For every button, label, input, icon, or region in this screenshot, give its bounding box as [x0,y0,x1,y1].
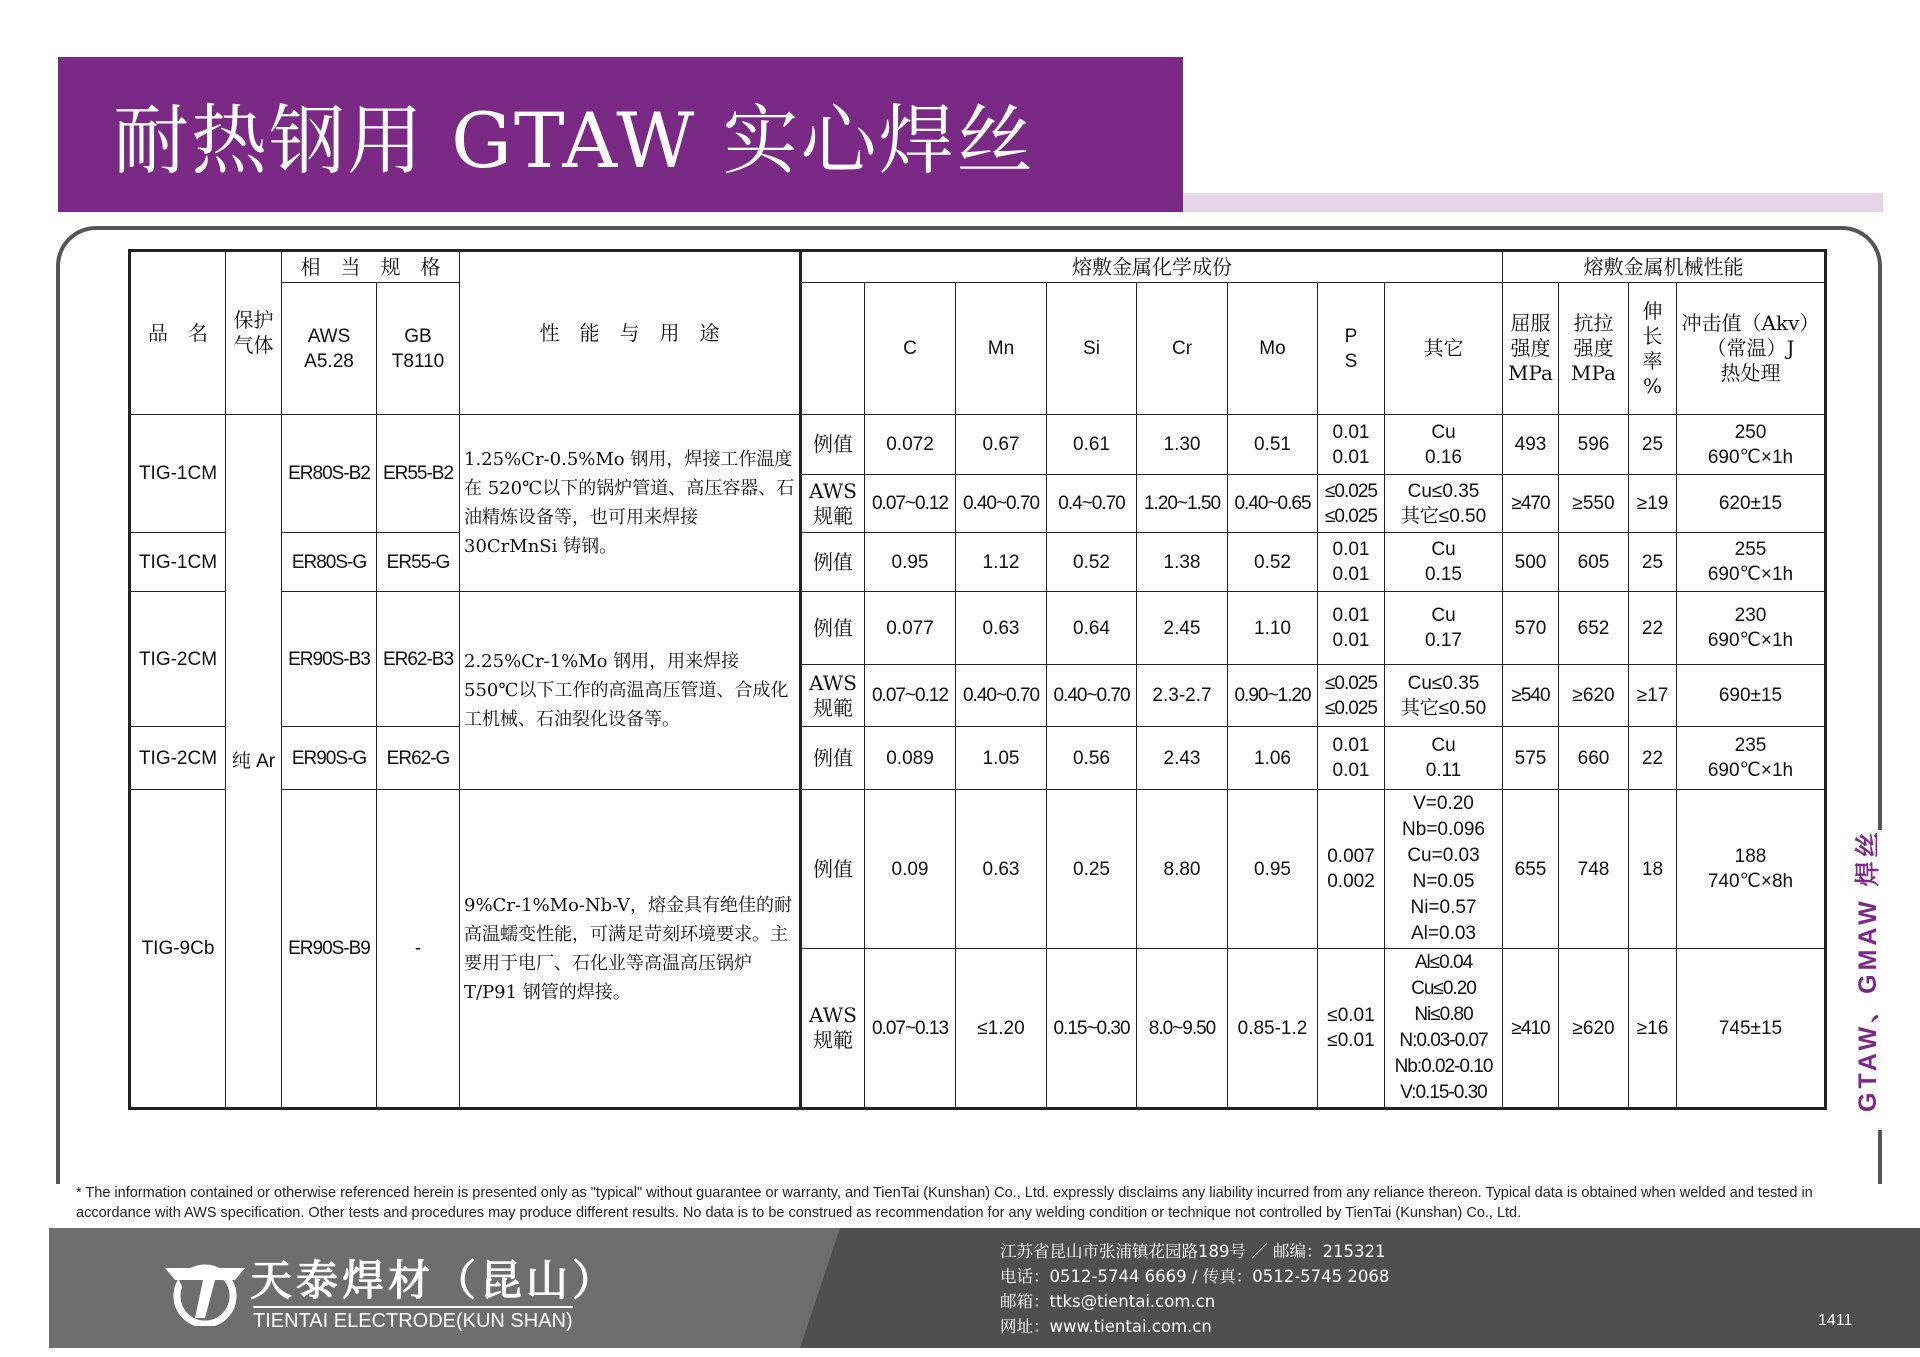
cell-c: 0.07~0.13 [865,949,956,1109]
cell-cr: 2.45 [1137,592,1228,665]
cell-mn: 0.63 [956,592,1047,665]
cell-mo: 0.51 [1228,415,1318,475]
cell-yield: 575 [1503,727,1559,790]
header-impact: 冲击值（Akv） （常温）J 热处理 [1677,283,1826,415]
header-mech-group: 熔敷金属机械性能 [1503,251,1826,283]
contact-block [1000,1239,1389,1339]
header-name: 品 名 [130,251,226,415]
cell-impact: 230 690℃×1h [1677,592,1826,665]
table-row [130,533,1826,592]
cell-tensile: ≥550 [1559,475,1629,533]
cell-mo: 0.90~1.20 [1228,665,1318,727]
accent-bar [1183,193,1883,212]
gb-class: ER55-B2 [377,415,460,533]
cell-other: Al≤0.04 Cu≤0.20 Ni≤0.80 N:0.03-0.07 Nb:0.02-0.10 V:0.15-0.30 [1385,949,1503,1109]
cell-ps: ≤0.025 ≤0.025 [1318,665,1385,727]
cell-other: Cu 0.11 [1385,727,1503,790]
phone-text: 电话：0512-5744 6669 / 传真：0512-5745 2068 [1000,1267,1390,1286]
cell-mo: 1.10 [1228,592,1318,665]
aws-class: ER80S-G [282,533,377,592]
website-link[interactable]: 网址：www.tientai.com.cn [1000,1317,1212,1336]
cell-si: 0.40~0.70 [1047,665,1137,727]
cell-tensile: 748 [1559,790,1629,949]
row-type: AWS 规範 [801,949,865,1109]
cell-other: Cu≤0.35 其它≤0.50 [1385,475,1503,533]
cell-elong: 22 [1629,727,1677,790]
cell-cr: 1.30 [1137,415,1228,475]
cell-yield: 500 [1503,533,1559,592]
cell-other: V=0.20 Nb=0.096 Cu=0.03 N=0.05 Ni=0.57 Al=0.03 [1385,790,1503,949]
aws-class: ER90S-B9 [282,790,377,1109]
disclaimer-text: * The information contained or otherwise referenced herein is presented only as "typical" without guarantee or warranty, and TienTai (Kunshan) Co., Ltd. expressly disclaims any liability incurred from any reliance thereon. Typical data is obtained when welded and tested in accordance with AWS specification. Other tests and procedures may produce different results. No data is to be construed as recommendation for any welding condition or technique not controlled by TienTai (Kunshan) Co., Ltd. [76,1185,1813,1221]
header-ps: P S [1318,283,1385,415]
header-c: C [865,283,956,415]
cell-ps: ≤0.025 ≤0.025 [1318,475,1385,533]
cell-elong: 25 [1629,415,1677,475]
header-elong: 伸 长 率 % [1629,283,1677,415]
cell-impact: 235 690℃×1h [1677,727,1826,790]
cell-elong: 25 [1629,533,1677,592]
cell-elong: ≥17 [1629,665,1677,727]
header-usage: 性 能 与 用 途 [460,251,801,415]
address-text: 江苏省昆山市张浦镇花园路189号 ／ 邮编：215321 [1000,1242,1386,1261]
usage-text: 2.25%Cr-1%Mo 钢用，用来焊接 550℃以下工作的高温高压管道、合成化工机械、石油裂化设备等。 [460,592,801,790]
header-gb: GB T8110 [377,283,460,415]
cell-yield: 655 [1503,790,1559,949]
cell-cr: 1.38 [1137,533,1228,592]
cell-yield: 570 [1503,592,1559,665]
usage-text: 1.25%Cr-0.5%Mo 钢用，焊接工作温度在 520℃以下的锅炉管道、高压容器、石油精炼设备等，也可用来焊接 30CrMnSi 铸钢。 [460,415,801,592]
cell-yield: ≥470 [1503,475,1559,533]
product-name: TIG-2CM [130,727,226,790]
cell-c: 0.95 [865,533,956,592]
row-type: 例值 [801,533,865,592]
cell-mn: 1.12 [956,533,1047,592]
cell-cr: 1.20~1.50 [1137,475,1228,533]
email-link[interactable]: 邮箱：ttks@tientai.com.cn [1000,1292,1216,1311]
cell-cr: 8.0~9.50 [1137,949,1228,1109]
cell-elong: ≥19 [1629,475,1677,533]
cell-si: 0.15~0.30 [1047,949,1137,1109]
header-other: 其它 [1385,283,1503,415]
cell-c: 0.07~0.12 [865,665,956,727]
cell-impact: 690±15 [1677,665,1826,727]
cell-si: 0.56 [1047,727,1137,790]
cell-mn: 0.40~0.70 [956,475,1047,533]
cell-mn: 1.05 [956,727,1047,790]
cell-mo: 0.95 [1228,790,1318,949]
header-cr: Cr [1137,283,1228,415]
side-category-label: GTAW、GMAW 焊丝 [1854,828,1882,1112]
page-number: 1411 [1818,1312,1853,1329]
cell-si: 0.4~0.70 [1047,475,1137,533]
cell-tensile: 596 [1559,415,1629,475]
gb-class: - [377,790,460,1109]
table-row [130,790,1826,949]
cell-si: 0.64 [1047,592,1137,665]
header-yield: 屈服 强度 MPa [1503,283,1559,415]
cell-impact: 620±15 [1677,475,1826,533]
gb-class: ER62-B3 [377,592,460,727]
cell-c: 0.072 [865,415,956,475]
spec-table [128,249,1827,1110]
cell-si: 0.61 [1047,415,1137,475]
cell-tensile: 652 [1559,592,1629,665]
header-mo: Mo [1228,283,1318,415]
cell-ps: 0.01 0.01 [1318,415,1385,475]
cell-ps: 0.01 0.01 [1318,533,1385,592]
cell-elong: 22 [1629,592,1677,665]
cell-c: 0.077 [865,592,956,665]
product-name: TIG-1CM [130,533,226,592]
cell-other: Cu 0.15 [1385,533,1503,592]
cell-other: Cu 0.16 [1385,415,1503,475]
header-aws: AWS A5.28 [282,283,377,415]
gb-class: ER55-G [377,533,460,592]
cell-elong: ≥16 [1629,949,1677,1109]
cell-ps: 0.01 0.01 [1318,727,1385,790]
cell-c: 0.09 [865,790,956,949]
gb-class: ER62-G [377,727,460,790]
header-mn: Mn [956,283,1047,415]
cell-si: 0.52 [1047,533,1137,592]
cell-cr: 2.43 [1137,727,1228,790]
row-type: 例值 [801,415,865,475]
header-si: Si [1047,283,1137,415]
cell-yield: 493 [1503,415,1559,475]
header-tensile: 抗拉 强度 MPa [1559,283,1629,415]
cell-elong: 18 [1629,790,1677,949]
header-spec-group: 相 当 规 格 [282,251,460,283]
cell-impact: 188 740℃×8h [1677,790,1826,949]
cell-c: 0.089 [865,727,956,790]
cell-mn: ≤1.20 [956,949,1047,1109]
cell-tensile: 605 [1559,533,1629,592]
usage-text: 9%Cr-1%Mo-Nb-V，熔金具有绝佳的耐高温蠕变性能，可满足苛刻环境要求。主要用于电厂、石化业等高温高压锅炉 T/P91 钢管的焊接。 [460,790,801,1109]
cell-mo: 0.40~0.65 [1228,475,1318,533]
cell-ps: ≤0.01 ≤0.01 [1318,949,1385,1109]
aws-class: ER90S-B3 [282,592,377,727]
cell-mo: 1.06 [1228,727,1318,790]
cell-c: 0.07~0.12 [865,475,956,533]
cell-mn: 0.40~0.70 [956,665,1047,727]
shield-gas: 纯 Ar [226,415,282,1109]
table-row [130,592,1826,665]
product-name: TIG-9Cb [130,790,226,1109]
cell-tensile: ≥620 [1559,949,1629,1109]
aws-class: ER80S-B2 [282,415,377,533]
header-gas: 保护 气体 [226,251,282,415]
cell-cr: 2.3-2.7 [1137,665,1228,727]
aws-class: ER90S-G [282,727,377,790]
tientai-logo-icon [165,1256,245,1326]
cell-mo: 0.85-1.2 [1228,949,1318,1109]
page-title: 耐热钢用 GTAW 实心焊丝 [113,96,1035,185]
company-name-en: TIENTAI ELECTRODE(KUN SHAN) [253,1306,573,1333]
cell-other: Cu≤0.35 其它≤0.50 [1385,665,1503,727]
row-type: 例值 [801,790,865,949]
row-type: AWS 规範 [801,665,865,727]
cell-mn: 0.63 [956,790,1047,949]
product-name: TIG-2CM [130,592,226,727]
cell-cr: 8.80 [1137,790,1228,949]
row-type: AWS 规範 [801,475,865,533]
row-type: 例值 [801,592,865,665]
cell-impact: 745±15 [1677,949,1826,1109]
cell-ps: 0.007 0.002 [1318,790,1385,949]
company-name-cn: 天泰焊材（昆山） [250,1256,619,1305]
cell-ps: 0.01 0.01 [1318,592,1385,665]
cell-mo: 0.52 [1228,533,1318,592]
cell-yield: ≥410 [1503,949,1559,1109]
cell-si: 0.25 [1047,790,1137,949]
cell-other: Cu 0.17 [1385,592,1503,665]
header-chem-group: 熔敷金属化学成份 [801,251,1503,283]
cell-tensile: ≥620 [1559,665,1629,727]
cell-impact: 255 690℃×1h [1677,533,1826,592]
row-type: 例值 [801,727,865,790]
product-name: TIG-1CM [130,415,226,533]
table-row [130,727,1826,790]
cell-mn: 0.67 [956,415,1047,475]
cell-impact: 250 690℃×1h [1677,415,1826,475]
cell-yield: ≥540 [1503,665,1559,727]
cell-tensile: 660 [1559,727,1629,790]
table-row [130,415,1826,475]
